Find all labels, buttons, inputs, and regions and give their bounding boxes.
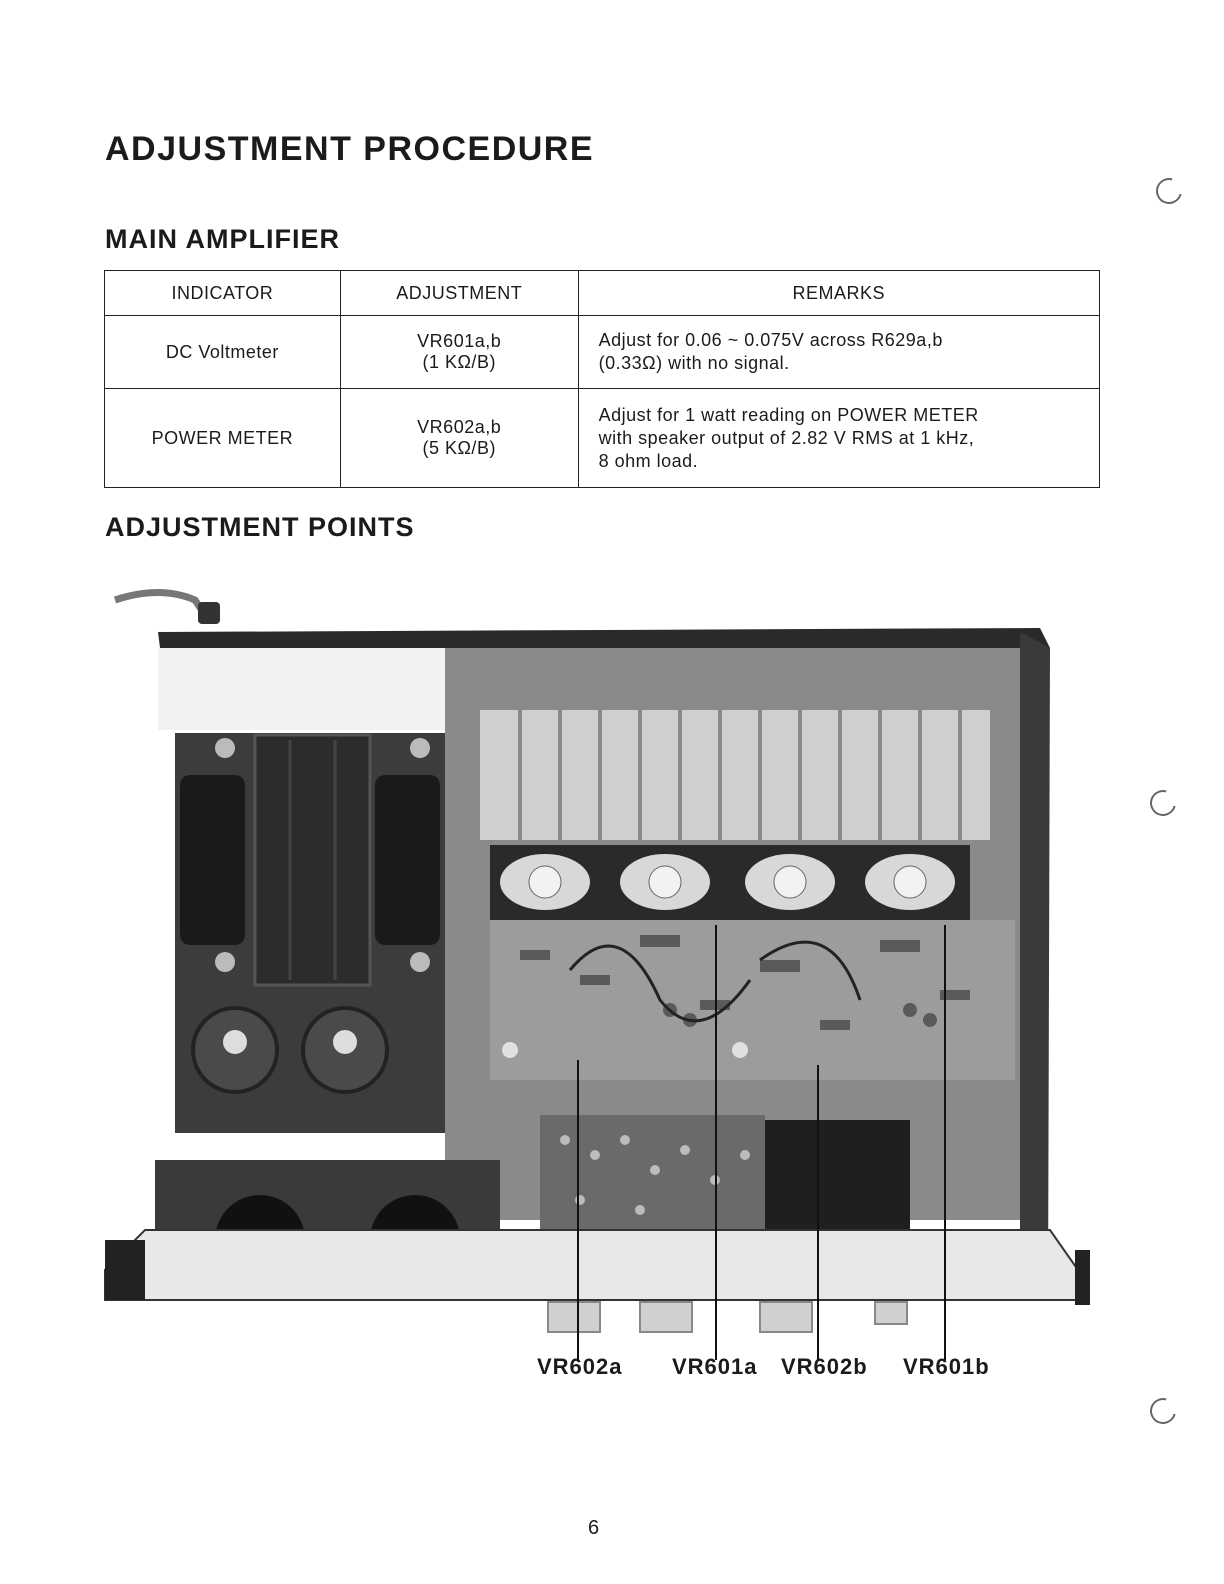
adjustment-value: (1 KΩ/B) [422,352,496,372]
capacitor-terminal [333,1030,357,1054]
cord-bushing [198,602,220,624]
header-indicator: INDICATOR [105,271,341,316]
front-panel [105,1230,1085,1300]
table-row [105,316,1100,389]
section-title-main-amplifier: MAIN AMPLIFIER [105,224,340,254]
amplifier-pcb [490,920,1015,1080]
mounting-screw [215,952,235,972]
header-adjustment: ADJUSTMENT [340,271,578,316]
remarks-line: with speaker output of 2.82 V RMS at 1 kHz, [598,427,975,448]
remarks-line: Adjust for 1 watt reading on POWER METER [598,404,979,425]
cell-remarks [578,389,1099,488]
section-title-adjustment-points: ADJUSTMENT POINTS [105,512,415,542]
right-side-wall [1020,632,1050,1300]
binder-hole [1145,785,1181,821]
cell-adjustment [340,316,578,389]
table-header-row [105,271,1100,316]
binder-hole [1145,1393,1181,1429]
amplifier-chassis-photo [100,580,1100,1400]
front-panel-end [1075,1250,1090,1305]
adjustment-value: (5 KΩ/B) [422,438,496,458]
cell-indicator: DC Voltmeter [105,316,341,389]
power-transformer [255,735,370,985]
cell-adjustment [340,389,578,488]
remarks-line: Adjust for 0.06 ~ 0.075V across R629a,b [598,330,943,350]
adjustment-table [104,270,1100,488]
adjustment-control: VR602a,b [417,417,502,437]
rear-panel [158,628,1050,648]
transformer-coil-left [180,775,245,945]
front-knobs [548,1302,907,1332]
callout-vr601b: VR601b [903,1354,990,1379]
header-remarks: REMARKS [578,271,1099,316]
cell-indicator: POWER METER [105,389,341,488]
binder-hole [1151,173,1187,209]
remarks-line: (0.33Ω) with no signal. [598,353,790,373]
callout-vr602b: VR602b [781,1354,868,1379]
heat-sink [480,710,990,840]
page-number: 6 [588,1517,600,1539]
remarks-line: 8 ohm load. [598,450,699,471]
mounting-screw [410,738,430,758]
chassis-side-wall [158,648,445,730]
tone-control-pcb [540,1115,765,1235]
mounting-screw [410,952,430,972]
transformer-coil-right [375,775,440,945]
cell-remarks [578,316,1099,389]
table-row [105,389,1100,488]
callout-vr601a: VR601a [672,1354,758,1379]
page-title: ADJUSTMENT PROCEDURE [105,130,595,168]
mounting-screw [215,738,235,758]
power-cord [115,593,205,616]
capacitor-terminal [223,1030,247,1054]
front-panel-end [105,1240,145,1300]
callout-vr602a: VR602a [537,1354,623,1379]
adjustment-control: VR601a,b [417,331,502,351]
